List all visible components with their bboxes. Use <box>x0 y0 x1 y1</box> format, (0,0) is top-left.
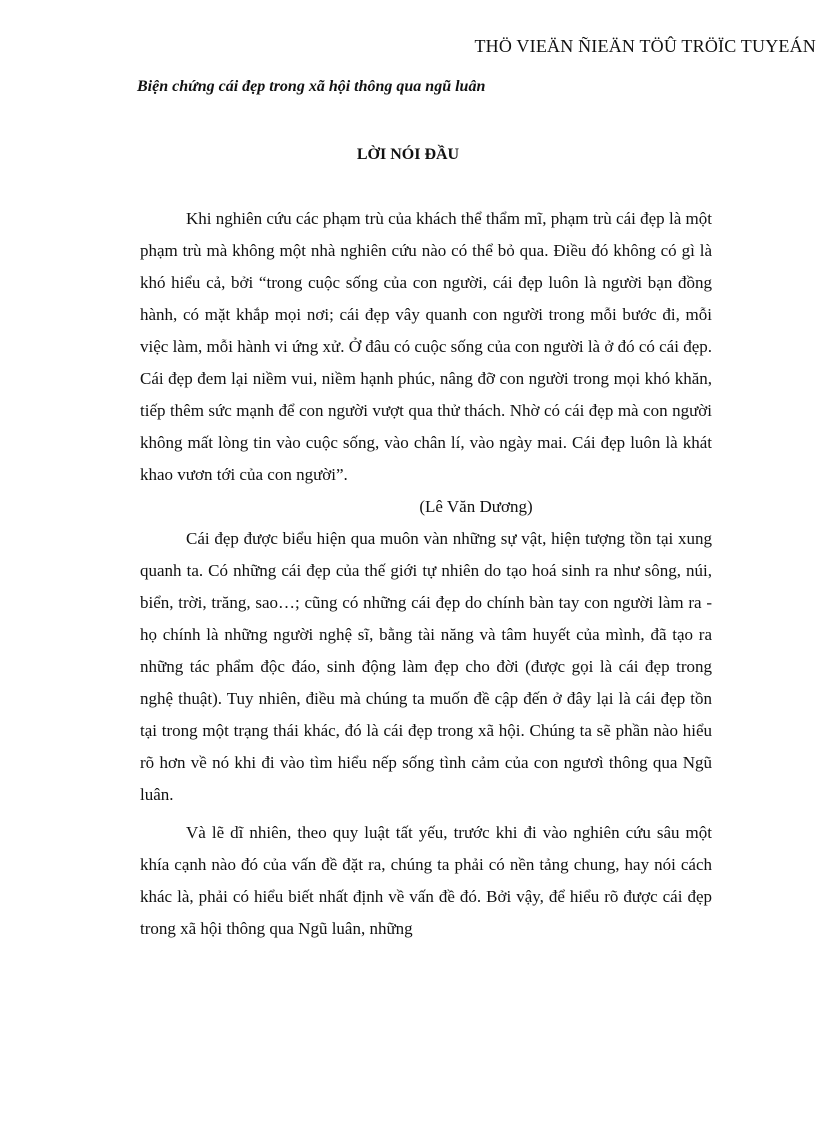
paragraph-1: Khi nghiên cứu các phạm trù của khách thể thẩm mĩ, phạm trù cái đẹp là một phạm trù mà không một nhà nghiên cứu nào có thể bỏ qua. Điều đó không có gì là khó hiểu cả, bởi “trong cuộc sống của con người, cái đẹp luôn là người bạn đồng hành, có mặt khắp mọi nơi; cái đẹp vây quanh con người trong mỗi bước đi, mỗi việc làm, mỗi hành vi ứng xử. Ở đâu có cuộc sống của con người là ở đó có cái đẹp. Cái đẹp đem lại niềm vui, niềm hạnh phúc, nâng đỡ con người trong mọi khó khăn, tiếp thêm sức mạnh để con người vượt qua thử thách. Nhờ có cái đẹp mà con người không mất lòng tin vào cuộc sống, vào chân lí, vào ngày mai. Cái đẹp luôn là khát khao vươn tới của con người”. <box>140 209 712 484</box>
section-heading: LỜI NÓI ĐẦU <box>356 146 460 163</box>
paragraph-2: Cái đẹp được biểu hiện qua muôn vàn những sự vật, hiện tượng tồn tại xung quanh ta. Có những cái đẹp của thế giới tự nhiên do tạo hoá sinh ra như sông, núi, biển, trời, trăng, sao…; cũng có những cái đẹp do chính bàn tay con người làm ra - họ chính là những người nghệ sĩ, bằng tài năng và tâm huyết của mình, đã tạo ra những tác phẩm độc đáo, sinh động làm đẹp cho đời (được gọi là cái đẹp trong nghệ thuật). Tuy nhiên, điều mà chúng ta muốn đề cập đến ở đây lại là cái đẹp tồn tại trong một trạng thái khác, đó là cái đẹp trong xã hội. Chúng ta sẽ phần nào hiểu rõ hơn về nó khi đi vào tìm hiểu nếp sống tình cảm của con ngươì thông qua Ngũ luân. <box>140 529 712 804</box>
quote-attribution: (Lê Văn Dương) <box>419 497 533 516</box>
body-text <box>140 203 712 945</box>
document-title: Biện chứng cái đẹp trong xã hội thông qua ngũ luân <box>137 78 486 95</box>
running-header: THÖ VIEÄN ÑIEÄN TÖÛ TRÖÏC TUYEÁN <box>474 36 816 56</box>
paragraph-3: Và lẽ dĩ nhiên, theo quy luật tất yếu, trước khi đi vào nghiên cứu sâu một khía cạnh nào đó của vấn đề đặt ra, chúng ta phải có nền tảng chung, hay nói cách khác là, phải có hiểu biết nhất định về vấn đề đó. Bởi vậy, để hiểu rõ được cái đẹp trong xã hội thông qua Ngũ luân, những <box>140 823 712 938</box>
